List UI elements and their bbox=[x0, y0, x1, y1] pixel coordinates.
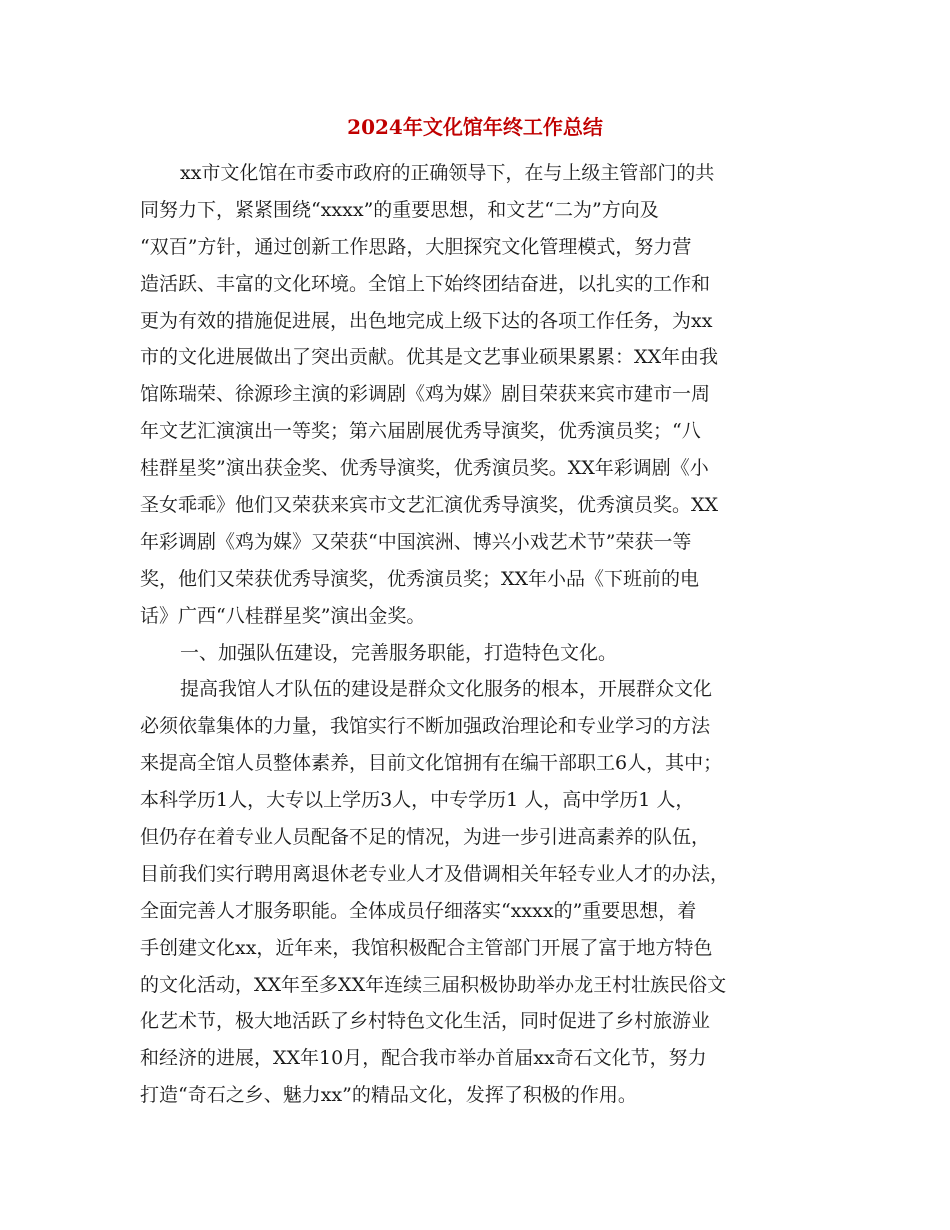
text-line: 同努力下，紧紧围绕“xxxx”的重要思想，和文艺“二为”方向及 bbox=[140, 198, 659, 221]
text-line: 年文艺汇演演出一等奖；第六届剧展优秀导演奖，优秀演员奖；“八 bbox=[140, 420, 701, 443]
text-line: 话》广西“八桂群星奖”演出金奖。 bbox=[140, 604, 426, 627]
text-line: 馆陈瑞荣、徐源珍主演的彩调剧《鸡为媒》剧目荣获来宾市建市一周 bbox=[140, 383, 711, 406]
text-line: 目前我们实行聘用离退休老专业人才及借调相关年轻专业人才的办法， bbox=[140, 862, 730, 885]
text-line: 化艺术节，极大地活跃了乡村特色文化生活，同时促进了乡村旅游业 bbox=[140, 1010, 711, 1033]
text-line: 一、加强队伍建设，完善服务职能，打造特色文化。 bbox=[180, 641, 618, 664]
document-title: 2024年文化馆年终工作总结 bbox=[347, 115, 603, 139]
text-line: 提高我馆人才队伍的建设是群众文化服务的根本，开展群众文化 bbox=[180, 678, 713, 701]
document-body bbox=[140, 155, 800, 1114]
text-line: 手创建文化xx，近年来，我馆积极配合主管部门开展了富于地方特色 bbox=[140, 936, 713, 959]
text-line: 来提高全馆人员整体素养，目前文化馆拥有在编干部职工6人，其中； bbox=[140, 752, 723, 775]
text-line: 年彩调剧《鸡为媒》又荣获“中国滨洲、博兴小戏艺术节”荣获一等 bbox=[140, 530, 692, 553]
text-line: 圣女乖乖》他们又荣获来宾市文艺汇演优秀导演奖，优秀演员奖。XX bbox=[140, 494, 719, 517]
text-line: 但仍存在着专业人员配备不足的情况，为进一步引进高素养的队伍， bbox=[140, 826, 711, 849]
text-line: 桂群星奖”演出获金奖、优秀导演奖，优秀演员奖。XX年彩调剧《小 bbox=[140, 457, 709, 480]
text-line: 奖，他们又荣获优秀导演奖，优秀演员奖；XX年小品《下班前的电 bbox=[140, 567, 700, 590]
text-line: xx市文化馆在市委市政府的正确领导下，在与上级主管部门的共 bbox=[180, 162, 715, 184]
text-line: 更为有效的措施促进展，出色地完成上级下达的各项工作任务，为xx bbox=[140, 309, 713, 332]
text-line: “双百”方针，通过创新工作思路，大胆探究文化管理模式，努力营 bbox=[140, 235, 692, 258]
text-line: 的文化活动，XX年至多XX年连续三届积极协助举办龙王村壮族民俗文 bbox=[140, 973, 727, 996]
text-line: 和经济的进展，XX年10月，配合我市举办首届xx奇石文化节，努力 bbox=[140, 1047, 707, 1070]
text-line: 打造“奇石之乡、魅力xx”的精品文化，发挥了积极的作用。 bbox=[140, 1084, 637, 1107]
text-line: 全面完善人才服务职能。全体成员仔细落实“xxxx的”重要思想，着 bbox=[140, 899, 697, 922]
text-line: 本科学历1人，大专以上学历3人，中专学历1 人，高中学历1 人， bbox=[140, 789, 695, 812]
text-line: 市的文化进展做出了突出贡献。优其是文艺事业硕果累累：XX年由我 bbox=[140, 346, 719, 369]
text-line: 造活跃、丰富的文化环境。全馆上下始终团结奋进，以扎实的工作和 bbox=[140, 272, 711, 295]
text-line: 必须依靠集体的力量，我馆实行不断加强政治理论和专业学习的方法 bbox=[140, 715, 711, 738]
